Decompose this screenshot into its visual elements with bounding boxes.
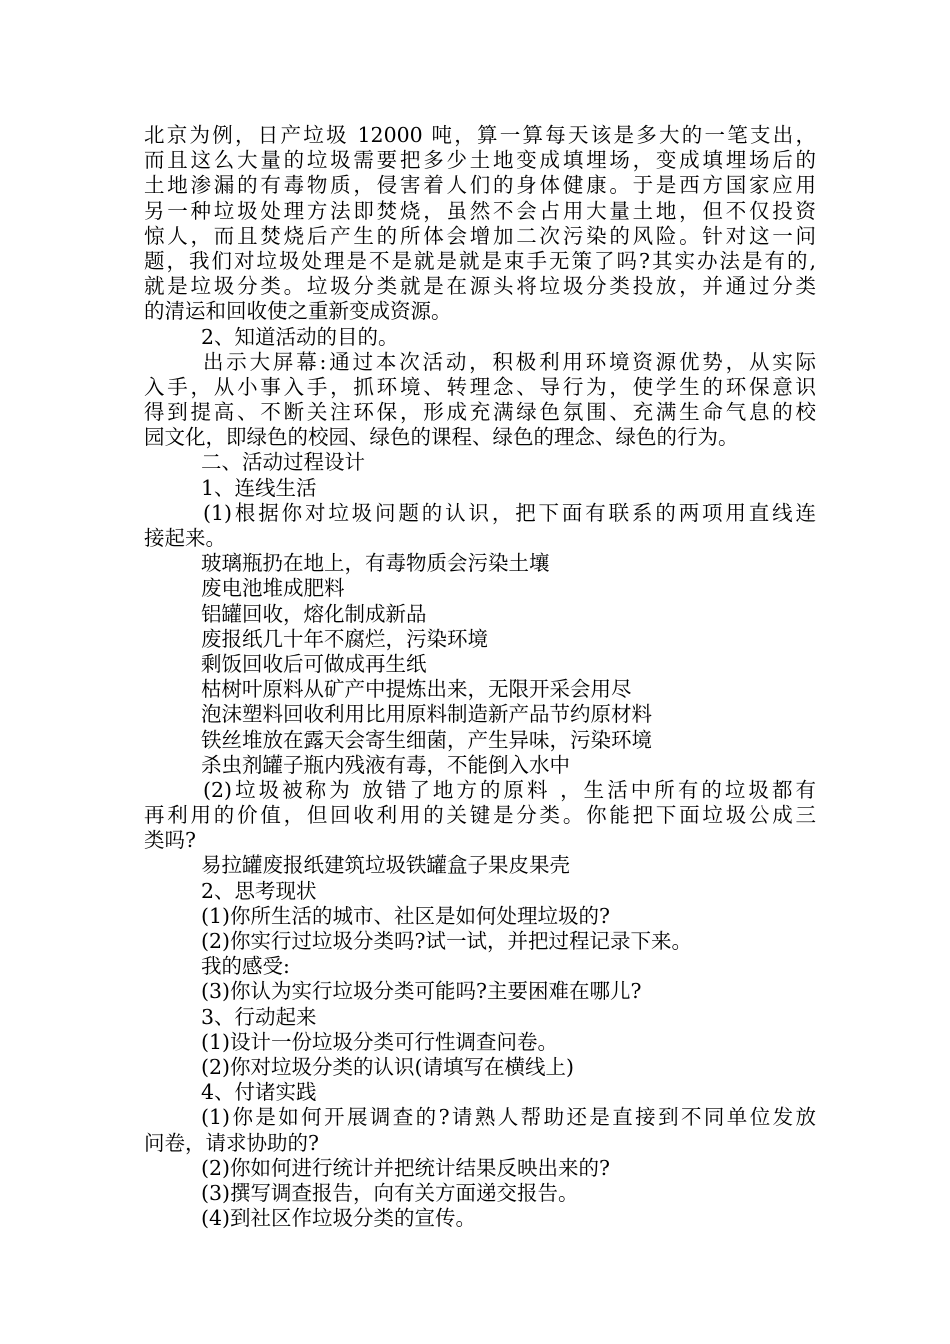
text-line: 1、连线生活 xyxy=(201,475,317,500)
text-line: (2)你实行过垃圾分类吗?试一试，并把过程记录下来。 xyxy=(201,929,693,953)
text-line: 2、知道活动的目的。 xyxy=(201,324,399,349)
text-line: (1)你所生活的城市、社区是如何处理垃圾的? xyxy=(201,903,611,928)
text-line: 惊人，而且焚烧后产生的所体会增加二次污染的风险。针对这一问 xyxy=(144,223,816,248)
text-line: (4)到社区作垃圾分类的宣传。 xyxy=(201,1206,477,1231)
text-line: (2)你如何进行统计并把统计结果反映出来的? xyxy=(201,1155,611,1180)
text-line: 接起来。 xyxy=(144,526,226,550)
text-line: 4、付诸实践 xyxy=(201,1080,317,1105)
text-line: 土地渗漏的有毒物质，侵害着人们的身体健康。于是西方国家应用 xyxy=(144,173,816,198)
text-line: 易拉罐废报纸建筑垃圾铁罐盒子果皮果壳 xyxy=(201,853,570,878)
text-line: 题，我们对垃圾处理是不是就是就是束手无策了吗?其实办法是有的, xyxy=(144,248,816,273)
text-line: 玻璃瓶扔在地上，有毒物质会污染土壤 xyxy=(201,551,550,576)
text-line: 2、思考现状 xyxy=(201,878,317,903)
text-line: 废电池堆成肥料 xyxy=(201,576,345,601)
text-line: 二、活动过程设计 xyxy=(201,450,365,475)
text-line: (1)根据你对垃圾问题的认识，把下面有联系的两项用直线连 xyxy=(203,500,816,525)
text-line: 园文化，即绿色的校园、绿色的课程、绿色的理念、绿色的行为。 xyxy=(144,425,739,450)
text-line: 剩饭回收后可做成再生纸 xyxy=(201,651,427,676)
text-line: 枯树叶原料从矿产中提炼出来，无限开采会用尽 xyxy=(201,677,632,702)
text-line: 入手，从小事入手，抓环境、转理念、导行为，使学生的环保意识 xyxy=(144,374,816,399)
text-line: (1)设计一份垃圾分类可行性调查问卷。 xyxy=(201,1029,559,1054)
text-line: 类吗? xyxy=(144,828,196,853)
text-line: 问卷，请求协助的? xyxy=(144,1130,319,1155)
text-line: 铝罐回收，熔化制成新品 xyxy=(201,601,427,626)
text-line: 而且这么大量的垃圾需要把多少土地变成填埋场，变成填埋场后的 xyxy=(144,148,816,173)
text-line: 铁丝堆放在露天会寄生细菌，产生异味，污染环境 xyxy=(201,727,652,752)
text-line: 的清运和回收使之重新变成资源。 xyxy=(144,299,452,324)
text-line: 得到提高、不断关注环保，形成充满绿色氛围、充满生命气息的校 xyxy=(144,400,816,425)
text-line: 废报纸几十年不腐烂，污染环境 xyxy=(201,626,488,651)
text-line: 另一种垃圾处理方法即焚烧，虽然不会占用大量土地，但不仅投资 xyxy=(144,198,816,223)
text-line: 3、行动起来 xyxy=(201,1004,317,1029)
text-line: (3)撰写调查报告，向有关方面递交报告。 xyxy=(201,1180,579,1205)
text-line: 就是垃圾分类。垃圾分类就是在源头将垃圾分类投放，并通过分类 xyxy=(144,274,816,299)
document-body xyxy=(144,123,816,1231)
text-line: 杀虫剂罐子瓶内残液有毒，不能倒入水中 xyxy=(201,752,570,777)
text-line: 我的感受: xyxy=(201,954,290,979)
text-line: 泡沫塑料回收利用比用原料制造新产品节约原材料 xyxy=(201,702,652,727)
text-line: 出示大屏幕:通过本次活动，积极利用环境资源优势，从实际 xyxy=(203,349,816,374)
text-line: (2)你对垃圾分类的认识(请填写在横线上) xyxy=(201,1054,575,1079)
text-line: (2)垃圾被称为 放错了地方的原料 ，生活中所有的垃圾都有 xyxy=(203,777,816,802)
text-line: (3)你认为实行垃圾分类可能吗?主要困难在哪儿? xyxy=(201,979,642,1004)
text-line: 北京为例，日产垃圾 12000 吨，算一算每天该是多大的一笔支出， xyxy=(144,123,816,147)
text-line: 再利用的价值，但回收利用的关键是分类。你能把下面垃圾公成三 xyxy=(144,803,816,828)
text-line: (1)你是如何开展调查的?请熟人帮助还是直接到不同单位发放 xyxy=(201,1105,816,1130)
